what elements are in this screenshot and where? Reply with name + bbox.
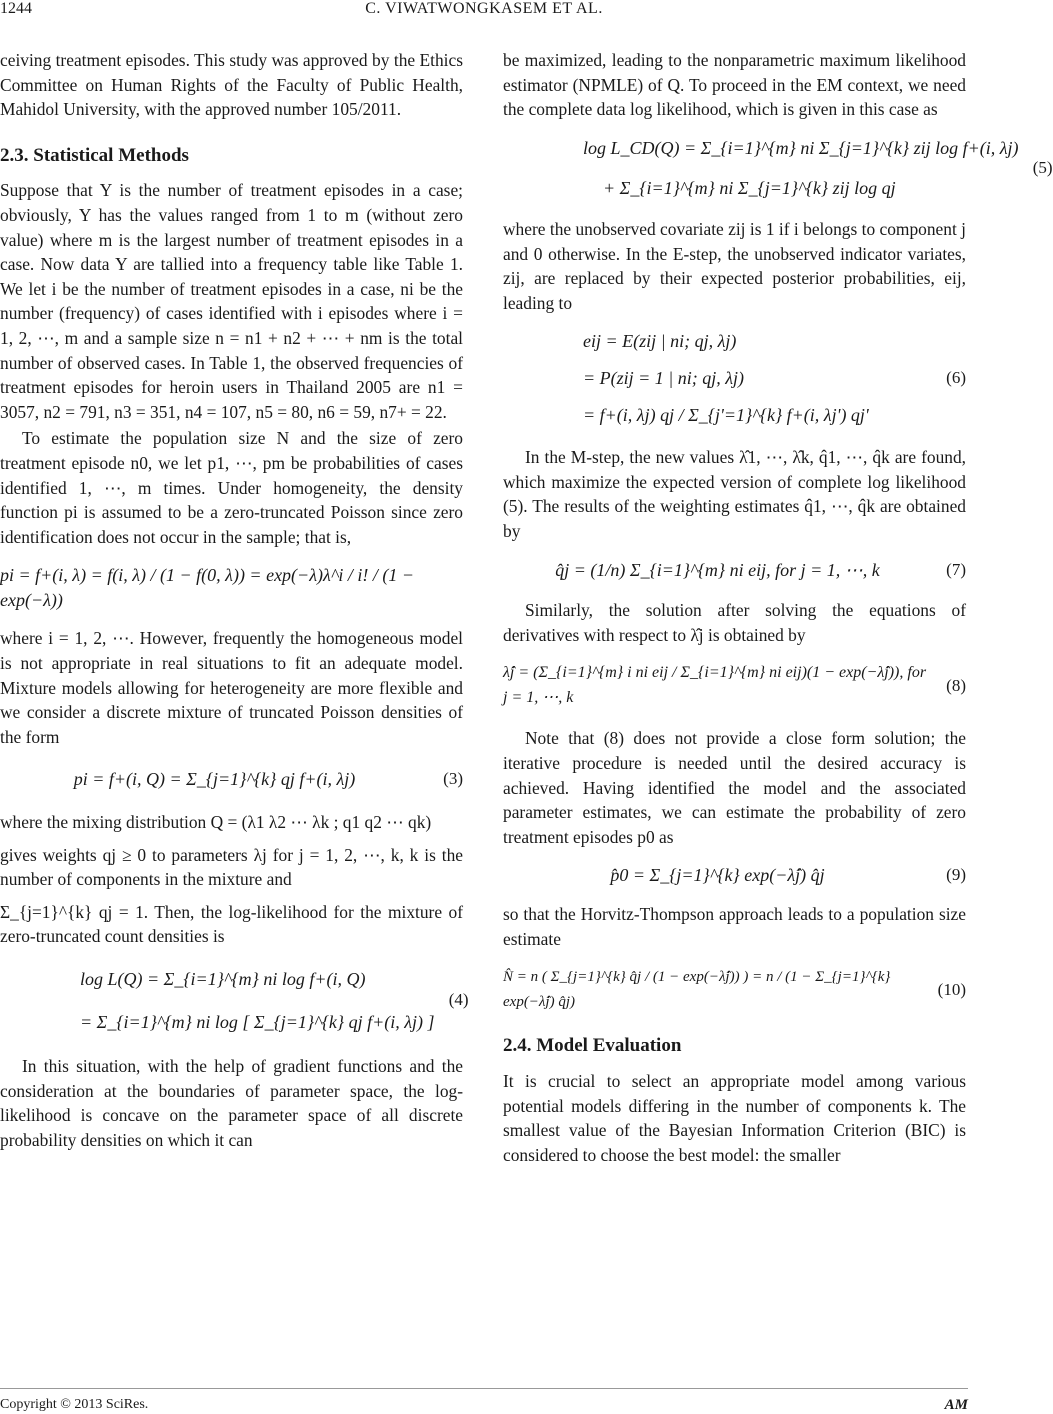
equation-body	[503, 136, 1019, 201]
footer-rule	[0, 1388, 968, 1389]
equation-3	[0, 767, 463, 792]
footer-journal: AM	[944, 1397, 968, 1413]
paragraph: In the M-step, the new values λ̂1, ⋯, λ̂k, q̂1, ⋯, q̂k are found, which maximize the expected version of complete log likelihood (5). The results of the weighting estimates q̂1, ⋯, q̂k are obtained by	[503, 447, 966, 541]
paragraph: Note that (8) does not provide a close form solution; the iterative procedure is needed until the desired accuracy is achieved. Having identified the model and the associated parameter estimates, we can estimate the probability of zero treatment episodes p0 as	[503, 728, 966, 847]
paragraph: gives weights qj ≥ 0 to parameters λj for j = 1, 2, ⋯, k, k is the number of components in the mixture and	[0, 844, 463, 890]
equation-line: log L(Q) = Σ_{i=1}^{m} ni log f+(i, Q)	[80, 969, 366, 989]
paragraph: In this situation, with the help of gradient functions and the consideration at the boundaries of parameter space, the log-likelihood is concave on the parameter space of all discrete probability densities on which it can	[0, 1056, 463, 1150]
equation-6	[503, 329, 966, 427]
section-heading: 2.4. Model Evaluation	[503, 1035, 682, 1057]
paragraph: ceiving treatment episodes. This study was approved by the Ethics Committee on Human Rights of the Faculty of Public Health, Mahidol University, with the approved number 105/2011.	[0, 50, 463, 120]
equation-10	[503, 965, 966, 1014]
equation-number: (9)	[946, 865, 966, 885]
page-number: 1244	[0, 0, 32, 17]
equation-number: (8)	[946, 675, 966, 695]
equation-body: q̂j = (1/n) Σ_{i=1}^{m} ni eij, for j = 1, ⋯, k	[555, 559, 880, 580]
paragraph: be maximized, leading to the nonparametric maximum likelihood estimator (NPMLE) of Q. To proceed in the EM context, we need the complete data log likelihood, which is given in this case as	[503, 50, 966, 120]
equation-line: = Σ_{i=1}^{m} ni log [ Σ_{j=1}^{k} qj f+(i, λj) ]	[80, 1011, 435, 1032]
paragraph: To estimate the population size N and the size of zero treatment episode n0, we let p1, ⋯, pm be probabilities of cases identified 1, ⋯, m times. Under homogeneity, the density function pi is assumed to be a zero-truncated Poisson since zero identification does not occur in the sample; that is,	[0, 428, 463, 547]
equation-7	[503, 558, 966, 583]
paragraph: Suppose that Y is the number of treatment episodes in a case; obviously, Y has the values ranged from 1 to m (without zero value) where m is the largest number of treatment episodes in a case. Now data Y are tallied into a frequency table like Table 1. We let i be the number of treatment episodes in a case, ni be the number (frequency) of cases identified with i episodes where i = 1, 2, ⋯, m and a sample size n = n1 + n2 + ⋯ + nm is the total number of observed cases. In Table 1, the observed frequencies of treatment episodes for heroin users in Thailand 2005 are n1 = 3057, n2 = 791, n3 = 351, n4 = 107, n5 = 80, n6 = 59, n7+ = 22.	[0, 180, 463, 422]
footer-copyright: Copyright © 2013 SciRes.	[0, 1397, 149, 1412]
equation-poisson	[0, 563, 463, 612]
equation-5	[503, 136, 1053, 201]
paragraph: so that the Horvitz-Thompson approach leads to a population size estimate	[503, 904, 966, 949]
equation-line: log L_CD(Q) = Σ_{i=1}^{m} ni Σ_{j=1}^{k} zij log f+(i, λj)	[583, 137, 1019, 158]
equation-number: (4)	[448, 990, 469, 1010]
equation-number: (10)	[937, 979, 966, 999]
equation-body: pi = f+(i, Q) = Σ_{j=1}^{k} qj f+(i, λj)	[73, 769, 356, 790]
equation-number: (5)	[1032, 158, 1053, 178]
equation-body	[503, 329, 932, 427]
equation-4	[0, 967, 469, 1034]
left-column	[0, 48, 469, 1153]
paragraph: where the unobserved covariate zij is 1 if i belongs to component j and 0 otherwise. In the E-step, the unobserved indicator variates, zij, are replaced by their expected posterior probabilities, eij, leading to	[503, 218, 966, 313]
equation-body: λ̂j = (Σ_{i=1}^{m} i ni eij / Σ_{i=1}^{m} ni eij)(1 − exp(−λ̂j)), for j = 1, ⋯, k	[503, 664, 927, 706]
paragraph: Σ_{j=1}^{k} qj = 1. Then, the log-likelihood for the mixture of zero-truncated count densities is	[0, 901, 463, 947]
equation-number: (7)	[946, 559, 966, 579]
running-header: C. VIWATWONGKASEM ET AL.	[365, 0, 603, 17]
paragraph: It is crucial to select an appropriate model among various potential models differing in the number of components k. The smallest value of the Bayesian Information Criterion (BIC) is considered to choose the best model: the smaller	[503, 1071, 966, 1165]
equation-line: = P(zij = 1 | ni; qj, λj)	[583, 367, 745, 388]
equation-body: p̂0 = Σ_{j=1}^{k} exp(−λ̂j) q̂j	[610, 865, 825, 886]
section-heading: 2.3. Statistical Methods	[0, 144, 189, 166]
equation-line: eij = E(zij | ni; qj, λj)	[583, 331, 737, 352]
equation-body	[0, 967, 435, 1034]
paragraph: Similarly, the solution after solving the equations of derivatives with respect to λ̂j is obtained by	[503, 600, 966, 645]
equation-number: (6)	[946, 367, 966, 387]
equation-9	[503, 863, 966, 888]
equation-line: = f+(i, λj) qj / Σ_{j'=1}^{k} f+(i, λj') qj'	[583, 404, 869, 425]
right-column	[503, 48, 1053, 1167]
equation-number: (3)	[443, 769, 463, 789]
equation-8	[503, 661, 966, 710]
paragraph: where i = 1, 2, ⋯. However, frequently the homogeneous model is not appropriate in real situations to fit an adequate model. Mixture models allowing for heterogeneity are more flexible and we consider a discrete mixture of truncated Poisson densities of the form	[0, 628, 463, 747]
equation-line: + Σ_{i=1}^{m} ni Σ_{j=1}^{k} zij log qj	[603, 178, 896, 199]
equation-body: pi = f+(i, λ) = f(i, λ) / (1 − f(0, λ)) = exp(−λ)λ^i / i! / (1 − exp(−λ))	[0, 565, 415, 610]
equation-body: N̂ = n ( Σ_{j=1}^{k} q̂j / (1 − exp(−λ̂j)) ) = n / (1 − Σ_{j=1}^{k} exp(−λ̂j) q̂j)	[503, 969, 891, 1010]
paragraph: where the mixing distribution Q = (λ1 λ2 ⋯ λk ; q1 q2 ⋯ qk)	[0, 812, 432, 833]
